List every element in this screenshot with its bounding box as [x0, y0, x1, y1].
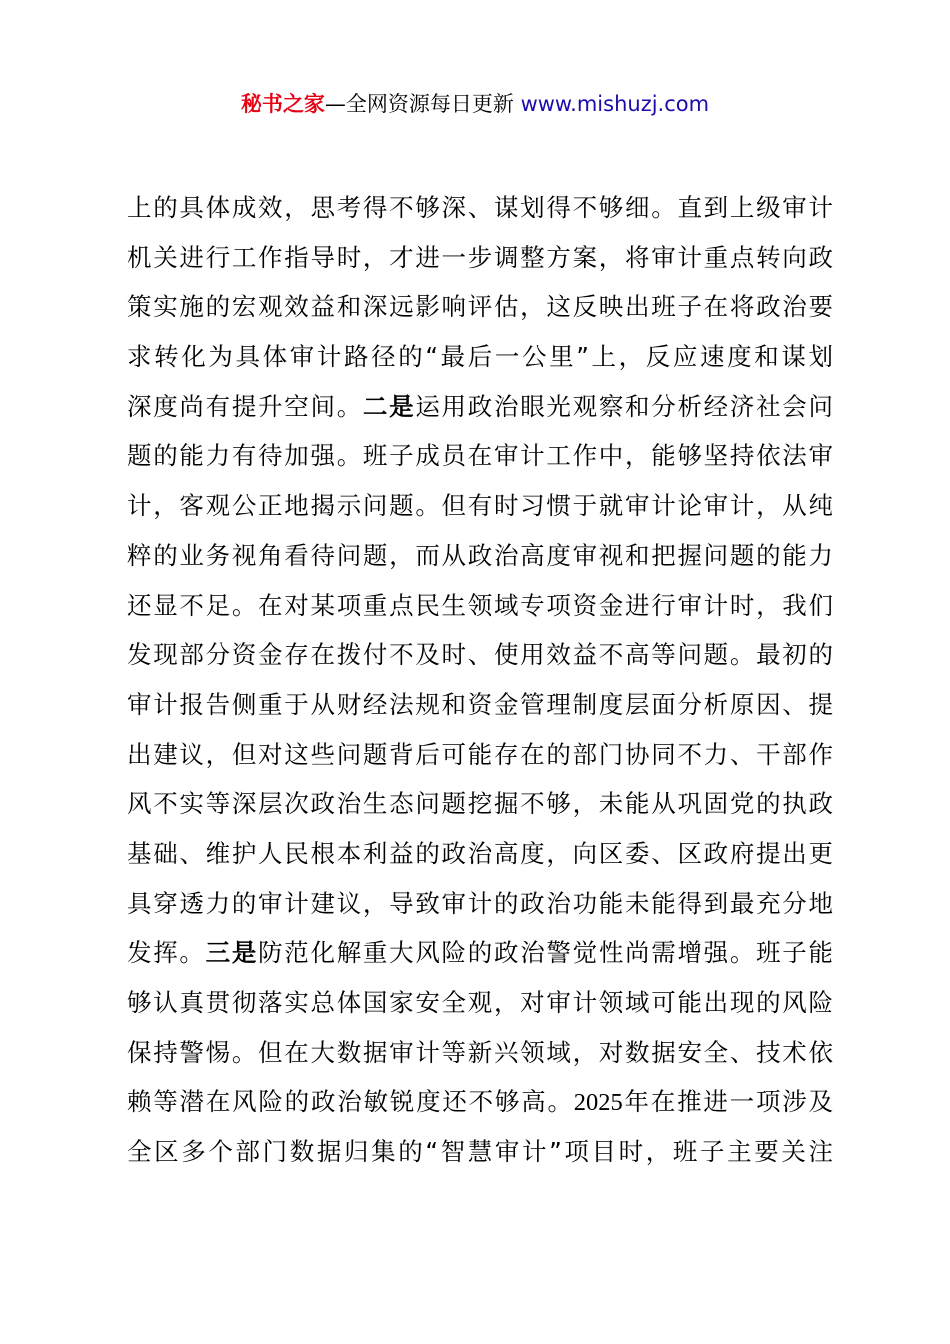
text-line: 发挥。三是防范化解重大风险的政治警觉性尚需增强。班子能	[127, 938, 833, 968]
text-line: 上的具体成效，思考得不够深、谋划得不够细。直到上级审计	[127, 193, 833, 222]
text-line: 风不实等深层次政治生态问题挖掘不够，未能从巩固党的执政	[127, 789, 833, 819]
text-line: 题的能力有待加强。班子成员在审计工作中，能够坚持依法审	[127, 441, 833, 471]
text-line: 基础、维护人民根本利益的政治高度，向区委、区政府提出更	[127, 838, 833, 868]
text-line: 全区多个部门数据归集的“智慧审计”项目时，班子主要关注	[127, 1137, 833, 1167]
text-line: 具穿透力的审计建议，导致审计的政治功能未能得到最充分地	[127, 888, 833, 918]
header-tagline: —全网资源每日更新	[324, 92, 521, 116]
brand-name: 秘书之家	[240, 92, 325, 116]
text-line: 粹的业务视角看待问题，而从政治高度审视和把握问题的能力	[127, 540, 833, 570]
text-line: 策实施的宏观效益和深远影响评估，这反映出班子在将政治要	[127, 292, 833, 322]
text-line: 够认真贯彻落实总体国家安全观，对审计领域可能出现的风险	[127, 988, 833, 1017]
text-line: 审计报告侧重于从财经法规和资金管理制度层面分析原因、提	[127, 689, 833, 719]
point-marker-two: 二是	[362, 391, 416, 421]
text-line: 深度尚有提升空间。二是运用政治眼光观察和分析经济社会问	[127, 391, 833, 421]
page-header	[0, 88, 950, 120]
text-line: 机关进行工作指导时，才进一步调整方案，将审计重点转向政	[127, 242, 833, 272]
document-body	[127, 183, 833, 1177]
text-line: 还显不足。在对某项重点民生领域专项资金进行审计时，我们	[127, 590, 833, 620]
site-url-link[interactable]: www.mishuzj.com	[520, 92, 710, 116]
text-line: 出建议，但对这些问题背后可能存在的部门协同不力、干部作	[127, 739, 833, 769]
text-line: 计，客观公正地揭示问题。但有时习惯于就审计论审计，从纯	[127, 491, 833, 521]
point-marker-three: 三是	[205, 938, 259, 968]
year-number: 2025	[573, 1089, 623, 1117]
text-line: 发现部分资金存在拨付不及时、使用效益不高等问题。最初的	[127, 640, 833, 670]
text-line: 保持警惕。但在大数据审计等新兴领域，对数据安全、技术依	[127, 1037, 833, 1067]
text-line: 赖等潜在风险的政治敏锐度还不够高。2025年在推进一项涉及	[127, 1087, 833, 1117]
text-line: 求转化为具体审计路径的“最后一公里”上，反应速度和谋划	[127, 342, 833, 372]
